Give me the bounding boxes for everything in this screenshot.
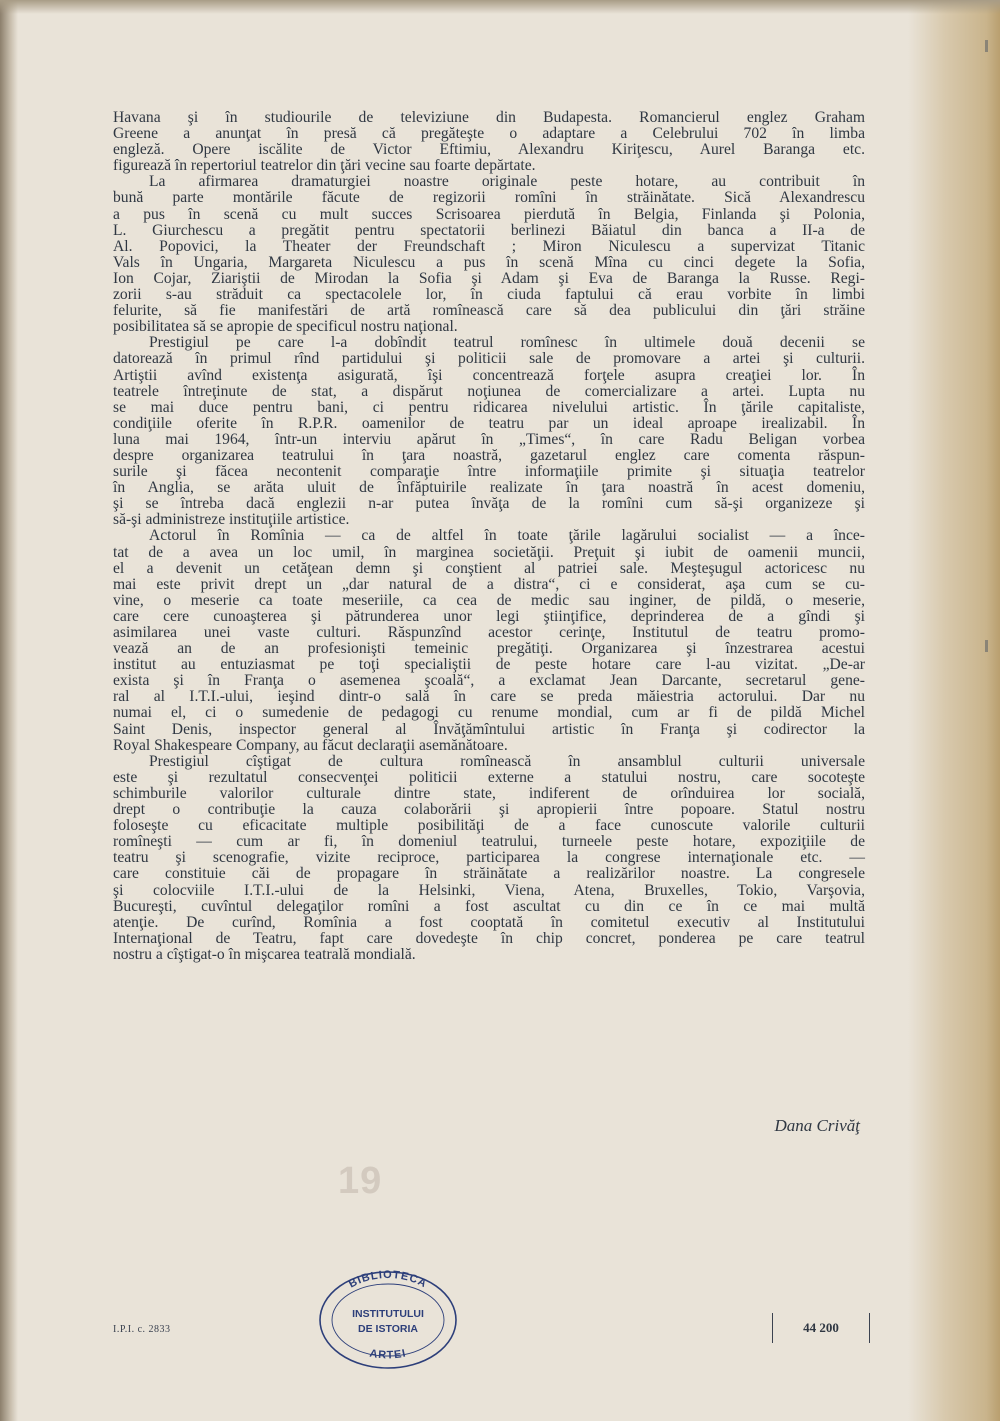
text-line: vează an de an profesionişti temeinic pregătiţi. Organizarea şi înzestrarea acestui [113,640,865,658]
text-line: luna mai 1964, într-un interviu apărut în „Times“, în care Radu Beligan vorbea [113,430,865,448]
text-line: Havana şi în studiourile de televiziune din Budapesta. Romancierul englez Graham [113,109,865,126]
text-line: Actorul în Romînia — ca de altfel în toate ţările lagărului socialist — a înce- [149,527,865,545]
book-spine-shadow [0,0,18,1421]
stamp-top-text: BIBLIOTECA [346,1268,430,1291]
text-line: Greene a anunţat în presă că pregăteşte o adaptare a Celebrului 702 în limba [113,125,865,143]
text-line: condiţiile oferite în R.P.R. oamenilor de teatru par un ideal aproape irealizabil. În [113,414,865,432]
text-line: în Anglia, se arăta uluit de înfăptuirile realizate în ţara noastră în acest domeniu, [113,479,865,497]
svg-text:BIBLIOTECA [347,1269,429,1291]
text-line: a pus în scenă cu mult succes Scrisoarea pierdută în Belgia, Finlanda şi Polonia, [113,205,865,223]
text-line: este şi rezultatul consecvenţei politicii externe a statului nostru, care socoteşte [113,768,865,786]
text-line: vine, o meserie ca toate meseriile, ca cea de medic sau inginer, de pildă, o meserie, [113,591,865,609]
text-line: atenţie. De curînd, Romînia a fost cooptată în comitetul executiv al Institutului [113,913,865,931]
stamp-line2: DE ISTORIA [358,1323,418,1335]
text-line: Prestigiul cîştigat de cultura romînească în ansamblul culturii universale [149,752,865,770]
text-line: teatrele întreţinute de stat, a dispărut noţiunea de comercializare a artei. Lupta nu [113,382,865,400]
text-line: şi colocviile I.T.I.-ului de la Helsinki, Viena, Atena, Bruxelles, Tokio, Varşovia, [113,881,865,899]
text-line: schimburile valorilor culturale dintre state, indiferent de orînduirea lor socială, [113,784,865,802]
margin-mark [985,640,988,652]
svg-text:ARTEI [369,1347,408,1361]
printer-code: I.P.I. c. 2833 [113,1324,171,1335]
text-line: zorii s-au străduit ca spectacolele lor, în ciuda faptului că erau vorbite în limbi [113,286,865,304]
text-line: Artiştii avînd existenţa asigurată, îşi concentrează forţele asupra creaţiei lor. În [113,366,865,384]
library-stamp [313,1262,463,1372]
text-line: L. Giurchescu a pregătit pentru spectatorii berlinezi Băiatul din banca a II-a de [113,221,865,239]
text-line: care constituie căi de propagare în străinătate a realizărilor noastre. La congresele [113,865,865,883]
text-line: nostru a cîştigat-o în mişcarea teatrală mondială. [113,945,416,963]
text-line: felurite, să fie manifestări de artă romînească care să dea publicului din ţări străine [113,302,865,320]
text-line: care cere cunoaşterea şi pătrunderea unor legi ştiinţifice, deprinderea de a gîndi şi [113,607,865,625]
text-line: Internaţional de Teatru, fapt care dovedeşte în chip concret, ponderea pe care teatrul [113,929,865,947]
text-line: datorează în primul rînd partidului şi politicii sale de promovare a artei şi culturii. [113,350,865,368]
top-edge-shadow [0,0,1000,14]
text-line: numai el, ci o sumedenie de pedagogi cu renume mondial, cum ar fi de pildă Michel [113,704,865,722]
text-line: şi se întreba dacă englezii n-ar putea învăţa de la romîni cum să-şi organizeze şi [113,495,865,513]
text-line: engleză. Opere iscălite de Victor Eftimiu, Alexandru Kiriţescu, Aurel Baranga etc. [113,141,865,159]
author-signature: Dana Crivăţ [774,1116,860,1135]
text-line: să-şi administreze instituţiile artistice. [113,511,350,529]
text-line: Prestigiul pe care l-a dobîndit teatrul romînesc în ultimele două decenii se [149,334,865,352]
text-line: el a devenit un cetăţean demn şi conştient al patriei sale. Meşteşugul actoricesc nu [113,559,865,577]
margin-mark [985,40,988,52]
text-line: tat de a avea un loc umil, în marginea societăţii. Preţuit şi iubit de oamenii muncii, [113,543,865,561]
text-line: asimilarea unei vaste culturi. Răspunzînd acestor cerinţe, Institutul de teatru promo- [113,624,865,641]
text-line: despre organizarea teatrului în ţara noastră, gazetarul englez care comenta răspun- [113,446,865,464]
text-line: Saint Denis, inspector general al Învăţămîntului artistic în Franţa şi codirector la [113,720,865,738]
text-line: figurează în repertoriul teatrelor din ţări vecine sau foarte depărtate. [113,157,536,175]
text-line: exista şi în Franţa o asemenea şcoală“, a exclamat Jean Darcante, secretarul gene- [113,672,865,690]
text-line: foloseşte cu eficacitate multiple posibilităţi de a face cunoscute valorile culturii [113,817,865,835]
text-line: La afirmarea dramaturgiei noastre originale peste hotare, au contribuit în [149,173,865,191]
text-line: bună parte montările făcute de regizorii romîni în străinătate. Sică Alexandrescu [113,189,865,207]
text-line: Vals în Ungaria, Margareta Niculescu a pus în scenă Mîna cu cinci degete la Sofia, [113,253,865,271]
article-body [113,110,865,963]
text-line: teatru şi scenografie, vizite reciproce, participarea la congrese internaţionale etc. — [113,849,865,867]
text-line: posibilitatea să se apropie de specificul nostru naţional. [113,318,458,336]
inventory-number: 44 200 [772,1313,870,1343]
text-line: ral al I.T.I.-ului, ieşind dintr-o sală în care se preda măiestria actorului. Dar nu [113,688,865,706]
text-line: Al. Popovici, la Theater der Freundschaft ; Miron Niculescu a supervizat Titanic [113,237,865,255]
text-line: se mai duce pentru bani, ci pentru ridicarea nivelului artistic. În ţările capitaliste, [113,398,865,416]
text-line: Bucureşti, cuvîntul delegaţilor romîni a fost ascultat cu din ce în ce mai multă [113,897,865,915]
page-edge [908,0,1000,1421]
text-line: Ion Cojar, Ziariştii de Mirodan la Sofia şi Adam şi Eva de Baranga la Russe. Regi- [113,269,865,287]
page-number: 19 [338,1160,383,1202]
stamp-bottom-text: ARTEI [368,1347,408,1362]
text-line: Royal Shakespeare Company, au făcut declaraţii asemănătoare. [113,736,508,754]
text-line: mai este privit drept un „dar natural de a distra“, ci e considerat, aşa cum se cu- [113,575,865,593]
stamp-line1: INSTITUTULUI [352,1308,424,1320]
text-line: drept o contribuţie la cauza colaborării şi apropierii între popoare. Statul nostru [113,801,865,819]
text-line: surile şi făcea necontenit comparaţie între informaţiile primite şi situaţia teatrelor [113,463,865,481]
text-line: romîneşti — cum ar fi, în domeniul teatrului, turneele peste hotare, expoziţiile de [113,833,865,851]
text-line: institut au entuziasmat pe toţi specialiştii de peste hotare care l-au vizitat. „De-ar [113,656,865,674]
